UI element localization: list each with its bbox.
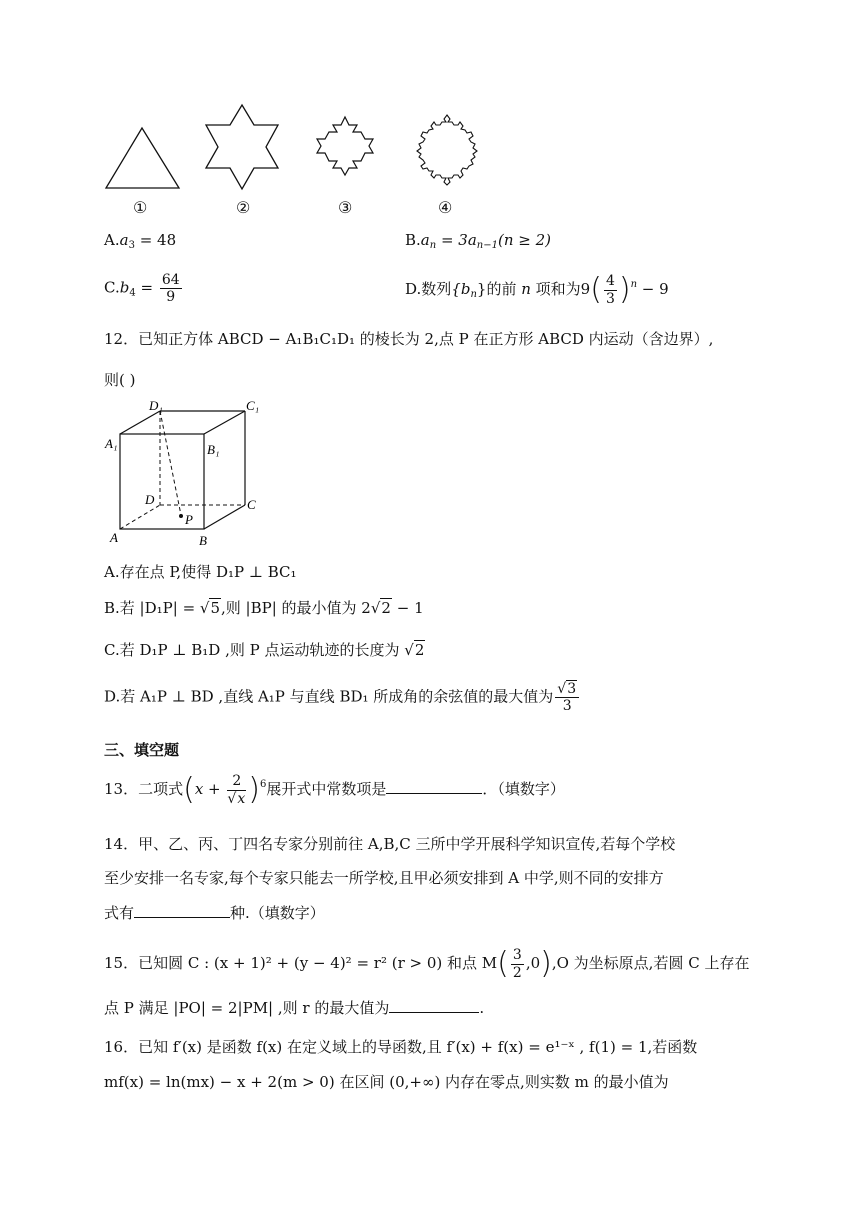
figure-label-4: ④ — [438, 198, 453, 217]
q14-line3: 式有 种.（填数字） — [104, 904, 325, 922]
cube-label-b1: B₁ — [207, 442, 220, 457]
q14-line2: 至少安排一名专家,每个专家只能去一所学校,且甲必须安排到 A 中学,则不同的安排方 — [104, 869, 664, 887]
cube-label-a1: A₁ — [105, 436, 118, 451]
figure-label-3: ③ — [338, 198, 353, 217]
triangle-figure — [106, 128, 179, 188]
q16-line1: 16．已知 f′(x) 是函数 f(x) 在定义域上的导函数,且 f′(x) + f(x) = e¹⁻ˣ , f(1) = 1,若函数 — [104, 1038, 698, 1056]
q12-option-d: D.若 A₁P ⊥ BD ,直线 A₁P 与直线 BD₁ 所成角的余弦值的最大值为 $\frac{√3}{3}$ — [104, 681, 581, 714]
q11-option-a: $A.a_3 = 48$ — [104, 231, 177, 251]
q13-answer-blank[interactable] — [386, 779, 482, 794]
koch-level3-figure — [417, 115, 477, 185]
q14-answer-blank[interactable] — [134, 903, 230, 918]
q12-stem-line1: 12．已知正方体 ABCD − A₁B₁C₁D₁ 的棱长为 2,点 P 在正方形 ABCD 内运动（含边界）, — [104, 330, 714, 348]
cube-label-d1: D₁ — [149, 398, 163, 413]
q15-line1: 15．已知圆 C : (x + 1)² + (y − 4)² = r² (r > 0) 和点 M( $\frac{3}{2}$ ,0),O 为坐标原点,若圆 C 上存在 — [104, 946, 750, 981]
q15-line2: 点 P 满足 |PO| = 2|PM| ,则 r 的最大值为 . — [104, 999, 485, 1017]
cube-label-b: B — [199, 533, 207, 548]
cube-label-c: C — [247, 497, 256, 512]
q12-option-c: C.若 D₁P ⊥ B₁D ,则 P 点运动轨迹的长度为 √2 — [104, 641, 425, 659]
q12-stem-line2: 则( ) — [104, 371, 136, 389]
cube-label-d: D — [145, 492, 155, 507]
figure-label-2: ② — [236, 198, 251, 217]
q12-option-a: A.存在点 P,使得 D₁P ⊥ BC₁ — [104, 563, 297, 581]
cube-label-a: A — [110, 530, 118, 545]
q14-line1: 14．甲、乙、丙、丁四名专家分别前往 A,B,C 三所中学开展科学知识宣传,若每个学校 — [104, 835, 676, 853]
q11-option-c: $C.b_4$ = $\frac{64}{9}$ — [104, 272, 180, 306]
cube-label-p: P — [185, 512, 193, 527]
q15-answer-blank[interactable] — [389, 998, 479, 1013]
star-figure — [206, 105, 278, 189]
figure-label-1: ① — [133, 198, 148, 217]
q13-text: 13．二项式(x + $\frac{2}{√x}$ )$^6$展开式中常数项是 ．（填数字） — [104, 772, 565, 807]
cube-diagram — [100, 398, 270, 548]
q11-option-b: $B.a_n = 3a_{n-1}(n \ge 2)$ — [405, 231, 551, 251]
koch-snowflake-figures — [95, 95, 495, 225]
q16-line2: mf(x) = ln(mx) − x + 2(m > 0) 在区间 (0,+∞) 内存在零点,则实数 m 的最小值为 — [104, 1073, 669, 1091]
cube-label-c1: C₁ — [246, 398, 260, 413]
koch-level2-figure — [317, 117, 373, 175]
q11-option-d: D.数列$\{b_n\}$的前 n 项和为9( $\frac{4}{3}$ )$^n$ − 9 — [405, 272, 669, 307]
section-heading-fill-in: 三、填空题 — [104, 741, 180, 759]
q12-option-b: B.若 |D₁P| = √5,则 |BP| 的最小值为 2√2 − 1 — [104, 599, 424, 617]
